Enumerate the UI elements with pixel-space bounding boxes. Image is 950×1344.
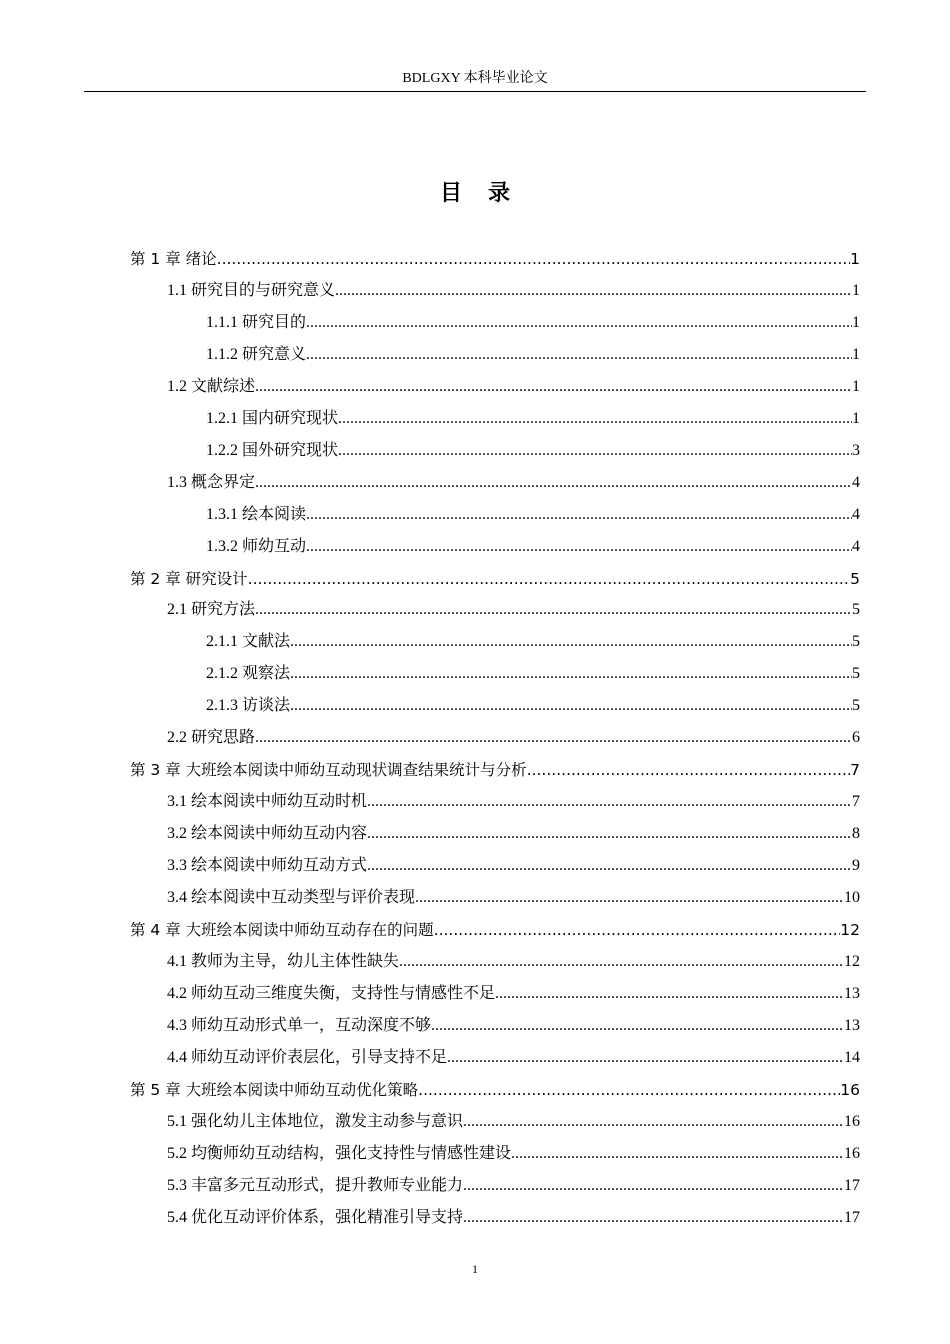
toc-dot-leader bbox=[306, 339, 852, 371]
toc-entry-label: 第 3 章 大班绘本阅读中师幼互动现状调查结果统计与分析 bbox=[130, 761, 527, 780]
toc-dot-leader bbox=[527, 754, 850, 786]
toc-entry-label: 1.2.1 国内研究现状 bbox=[206, 409, 339, 427]
toc-entry-label: 5.3 丰富多元互动形式，提升教师专业能力 bbox=[167, 1176, 464, 1194]
header-rule bbox=[84, 91, 866, 92]
toc-dot-leader bbox=[306, 531, 852, 563]
toc-entry[interactable] bbox=[167, 946, 860, 978]
toc-entry-page: 1 bbox=[852, 409, 860, 427]
toc-entry-label: 1.2 文献综述 bbox=[167, 377, 256, 395]
toc-entry[interactable] bbox=[167, 1170, 860, 1202]
toc-entry-page: 9 bbox=[852, 857, 860, 875]
toc-entry[interactable] bbox=[167, 722, 860, 754]
toc-dot-leader bbox=[255, 594, 852, 626]
toc-entry[interactable] bbox=[167, 882, 860, 914]
toc-entry-label: 3.4 绘本阅读中互动类型与评价表现 bbox=[167, 889, 416, 906]
toc-entry-page: 3 bbox=[852, 441, 860, 459]
toc-dot-leader bbox=[463, 1202, 844, 1234]
toc-dot-leader bbox=[248, 563, 850, 595]
toc-dot-leader bbox=[415, 882, 844, 914]
toc-entry[interactable] bbox=[206, 690, 860, 722]
toc-entry-label: 2.1 研究方法 bbox=[167, 601, 256, 619]
toc-dot-leader bbox=[399, 946, 844, 978]
toc-dot-leader bbox=[338, 403, 852, 435]
toc-entry-page: 1 bbox=[852, 377, 860, 395]
toc-entry[interactable] bbox=[167, 467, 860, 499]
toc-entry-page: 4 bbox=[852, 505, 860, 523]
toc-entry[interactable] bbox=[167, 275, 860, 307]
toc-entry-page: 5 bbox=[852, 697, 860, 715]
toc-entry-label: 1.1.2 研究意义 bbox=[206, 345, 307, 363]
toc-entry[interactable] bbox=[206, 403, 860, 435]
toc-entry-page: 5 bbox=[852, 665, 860, 683]
toc-dot-leader bbox=[290, 658, 852, 690]
toc-entry[interactable] bbox=[206, 499, 860, 531]
toc-entry[interactable] bbox=[206, 307, 860, 339]
toc-entry[interactable] bbox=[167, 371, 860, 403]
toc-entry-label: 第 4 章 大班绘本阅读中师幼互动存在的问题 bbox=[130, 920, 434, 939]
toc-title: 目录 bbox=[439, 181, 536, 206]
toc-entry[interactable] bbox=[167, 1138, 860, 1170]
toc-entry-page: 1 bbox=[852, 345, 860, 363]
toc-entry-label: 1.1 研究目的与研究意义 bbox=[167, 281, 336, 299]
toc-entry[interactable] bbox=[167, 786, 860, 818]
toc-entry[interactable] bbox=[167, 818, 860, 850]
toc-entry-page: 5 bbox=[852, 633, 860, 651]
toc-entry-page: 7 bbox=[852, 793, 860, 811]
toc-entry[interactable] bbox=[130, 914, 860, 946]
toc-entry-label: 5.2 均衡师幼互动结构，强化支持性与情感性建设 bbox=[167, 1144, 512, 1162]
toc-entry-page: 13 bbox=[844, 1016, 860, 1034]
toc-entry-page: 16 bbox=[844, 1144, 860, 1162]
toc-entry-label: 第 5 章 大班绘本阅读中师幼互动优化策略 bbox=[130, 1080, 419, 1099]
toc-dot-leader bbox=[447, 1042, 844, 1074]
toc-entry-label: 1.3.1 绘本阅读 bbox=[206, 505, 307, 523]
toc-entry-page: 13 bbox=[844, 984, 860, 1002]
toc-entry-label: 5.1 强化幼儿主体地位，激发主动参与意识 bbox=[167, 1112, 464, 1130]
toc-entry-label: 1.2.2 国外研究现状 bbox=[206, 441, 339, 459]
toc-dot-leader bbox=[367, 850, 852, 882]
toc-dot-leader bbox=[335, 275, 852, 307]
toc-dot-leader bbox=[255, 467, 852, 499]
toc-entry-page: 16 bbox=[844, 1112, 860, 1130]
toc-entry[interactable] bbox=[130, 563, 860, 595]
toc-entry-page: 17 bbox=[844, 1176, 860, 1194]
toc-entry[interactable] bbox=[130, 754, 860, 786]
toc-dot-leader bbox=[463, 1106, 844, 1138]
toc-entry-page: 6 bbox=[852, 729, 860, 747]
toc-entry[interactable] bbox=[167, 978, 860, 1010]
toc-dot-leader bbox=[306, 307, 852, 339]
toc-entry-label: 第 1 章 绪论 bbox=[130, 250, 217, 268]
toc-dot-leader bbox=[255, 722, 852, 754]
page-header: BDLGXY 本科毕业论文 bbox=[402, 71, 548, 86]
toc-entry[interactable] bbox=[167, 1042, 860, 1074]
toc-entry-label: 1.3.2 师幼互动 bbox=[206, 537, 307, 555]
toc-entry-label: 3.1 绘本阅读中师幼互动时机 bbox=[167, 793, 368, 811]
toc-dot-leader bbox=[306, 499, 852, 531]
toc-dot-leader bbox=[434, 914, 841, 946]
toc-entry[interactable] bbox=[130, 243, 860, 275]
toc-entry-page: 5 bbox=[852, 601, 860, 619]
toc-entry-label: 2.1.3 访谈法 bbox=[206, 697, 291, 715]
toc-entry[interactable] bbox=[130, 1074, 860, 1106]
toc-dot-leader bbox=[431, 1010, 844, 1042]
toc-entry-label: 3.3 绘本阅读中师幼互动方式 bbox=[167, 857, 368, 875]
toc-dot-leader bbox=[290, 626, 852, 658]
toc-entry[interactable] bbox=[206, 626, 860, 658]
toc-dot-leader bbox=[367, 786, 852, 818]
toc-entry-label: 1.3 概念界定 bbox=[167, 473, 256, 491]
toc-entry[interactable] bbox=[167, 1106, 860, 1138]
toc-entry[interactable] bbox=[167, 1202, 860, 1234]
toc-entry-page: 12 bbox=[840, 920, 860, 939]
toc-entry-page: 5 bbox=[850, 569, 860, 588]
toc-entry[interactable] bbox=[167, 850, 860, 882]
toc-dot-leader bbox=[463, 1170, 844, 1202]
toc-entry-page: 10 bbox=[844, 889, 860, 906]
toc-dot-leader bbox=[367, 818, 852, 850]
toc-dot-leader bbox=[418, 1074, 840, 1106]
toc-entry-label: 3.2 绘本阅读中师幼互动内容 bbox=[167, 825, 368, 843]
toc-entry-page: 16 bbox=[840, 1080, 860, 1099]
toc-entry-label: 4.1 教师为主导，幼儿主体性缺失 bbox=[167, 952, 400, 970]
toc-entry[interactable] bbox=[206, 658, 860, 690]
toc-dot-leader bbox=[338, 435, 852, 467]
toc-entry[interactable] bbox=[206, 339, 860, 371]
toc-entry-page: 1 bbox=[852, 313, 860, 331]
toc-entry-label: 4.3 师幼互动形式单一，互动深度不够 bbox=[167, 1016, 432, 1034]
toc-entry-label: 1.1.1 研究目的 bbox=[206, 313, 307, 331]
toc-dot-leader bbox=[290, 690, 852, 722]
toc-entry-label: 4.4 师幼互动评价表层化，引导支持不足 bbox=[167, 1048, 448, 1066]
toc-entry[interactable] bbox=[167, 594, 860, 626]
toc-entry-label: 5.4 优化互动评价体系，强化精准引导支持 bbox=[167, 1208, 464, 1226]
toc-dot-leader bbox=[511, 1138, 844, 1170]
toc-entry-label: 2.1.1 文献法 bbox=[206, 633, 291, 651]
toc-entry[interactable] bbox=[206, 435, 860, 467]
toc-entry-page: 8 bbox=[852, 825, 860, 843]
toc-entry-page: 14 bbox=[844, 1048, 860, 1066]
toc-entry-page: 1 bbox=[852, 281, 860, 299]
toc-entry-page: 17 bbox=[844, 1208, 860, 1226]
toc-entry-label: 2.1.2 观察法 bbox=[206, 665, 291, 683]
toc-entry[interactable] bbox=[167, 1010, 860, 1042]
toc-entry-label: 4.2 师幼互动三维度失衡，支持性与情感性不足 bbox=[167, 984, 496, 1002]
toc-entry-page: 7 bbox=[850, 761, 860, 780]
toc-entry-page: 1 bbox=[850, 250, 860, 268]
toc-dot-leader bbox=[495, 978, 844, 1010]
page-number: 1 bbox=[472, 1262, 478, 1276]
toc-entry[interactable] bbox=[206, 531, 860, 563]
toc-entry-page: 12 bbox=[844, 952, 860, 970]
toc-dot-leader bbox=[217, 243, 850, 275]
toc-entry-page: 4 bbox=[852, 473, 860, 491]
toc-entry-page: 4 bbox=[852, 537, 860, 555]
toc-entry-label: 2.2 研究思路 bbox=[167, 729, 256, 747]
toc-entry-label: 第 2 章 研究设计 bbox=[130, 569, 248, 588]
toc-dot-leader bbox=[255, 371, 852, 403]
